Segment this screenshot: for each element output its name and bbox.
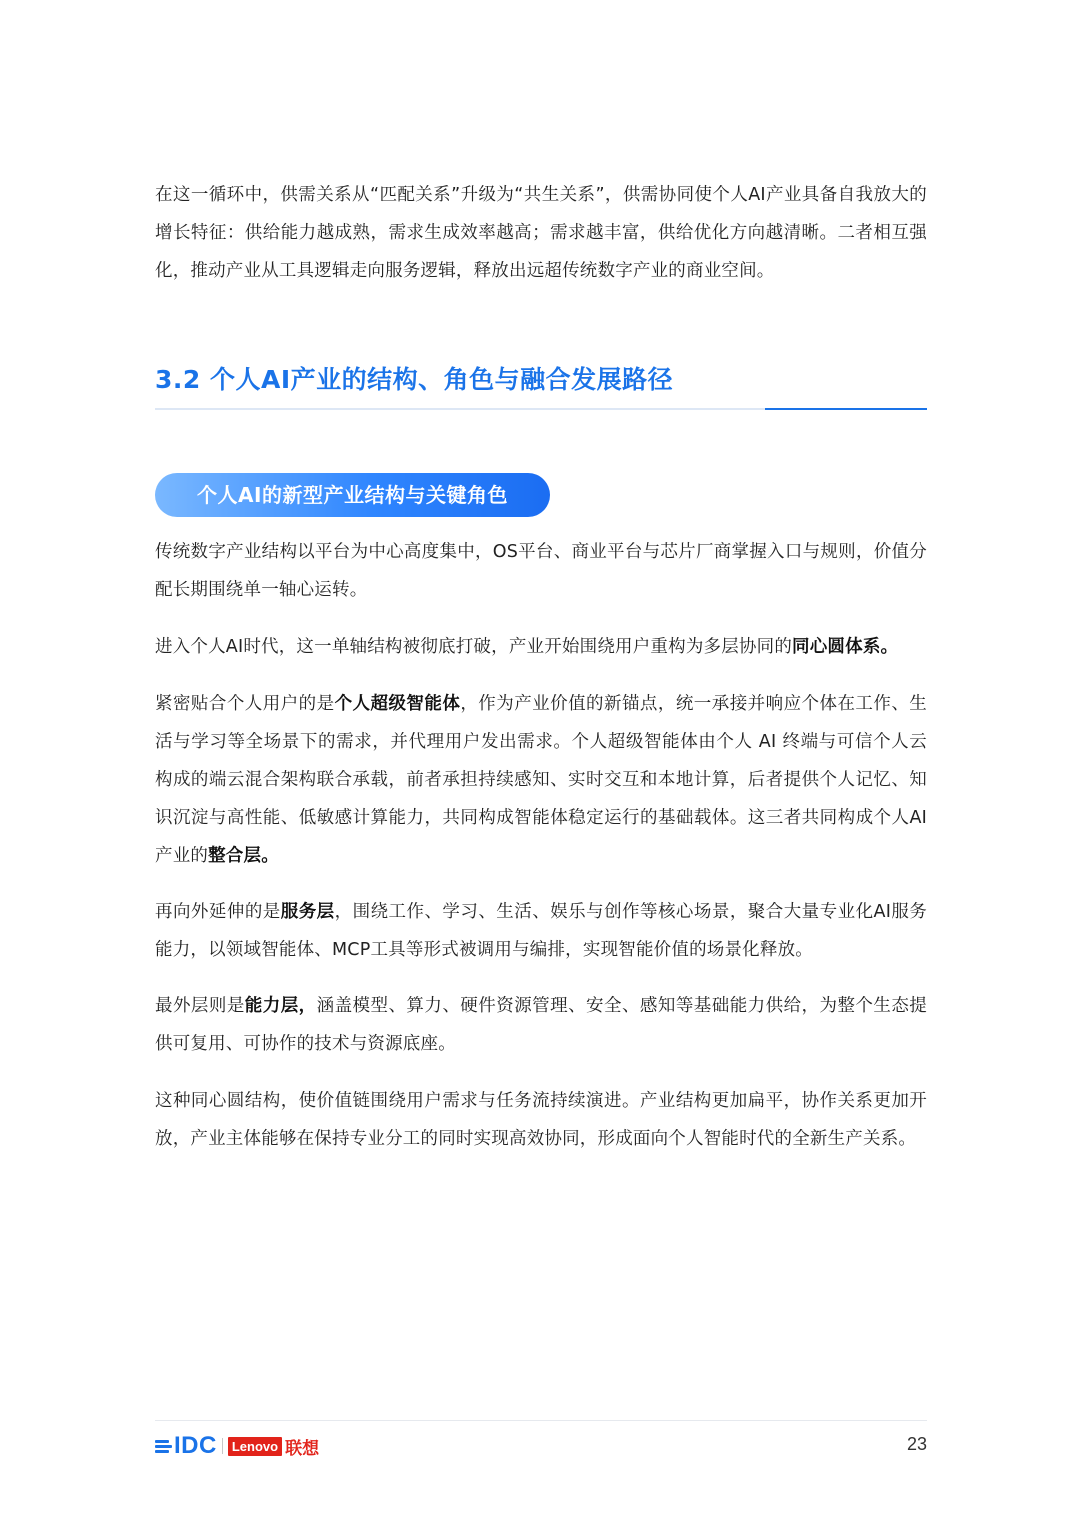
idc-lines-icon [155, 1440, 172, 1453]
paragraph-concentric-system [155, 628, 927, 666]
section-title: 3.2 个人AI产业的结构、角色与融合发展路径 [155, 365, 674, 394]
text-run: 涵盖模型、算力、硬件资源管理、安全、感知等基础能力供给，为整个生态提供可复用、可协作的技术与资源底座。 [155, 996, 927, 1054]
section-divider [155, 408, 927, 410]
lenovo-cn-logo: 联想 [285, 1438, 320, 1459]
logo-separator [222, 1438, 223, 1454]
text-run: 进入个人AI时代，这一单轴结构被彻底打破，产业开始围绕用户重构为多层协同的 [155, 637, 793, 657]
text-run: 再向外延伸的是 [155, 902, 281, 922]
footer-divider [155, 1420, 927, 1421]
paragraph-conclusion: 这种同心圆结构，使价值链围绕用户需求与任务流持续演进。产业结构更加扁平，协作关系更加开放，产业主体能够在保持专业分工的同时实现高效协同，形成面向个人智能时代的全新生产关系。 [155, 1091, 927, 1149]
bold-term-super-agent: 个人超级智能体 [334, 694, 461, 714]
lenovo-logo: Lenovo [228, 1437, 282, 1456]
text-run: 最外层则是 [155, 996, 245, 1016]
paragraph-integration-layer [155, 685, 927, 875]
bold-term-capability-layer: 能力层， [244, 996, 317, 1016]
text-run: ，围绕工作、学习、生活、娱乐与创作等核心场景，聚合大量专业化AI服务能力，以领域智能体、MCP工具等形式被调用与编排，实现智能价值的场景化释放。 [155, 902, 927, 960]
intro-paragraph: 在这一循环中，供需关系从“匹配关系”升级为“共生关系”，供需协同使个人AI产业具备自我放大的增长特征：供给能力越成熟，需求生成效率越高；需求越丰富，供给优化方向越清晰。二者相互强化，推动产业从工具逻辑走向服务逻辑，释放出远超传统数字产业的商业空间。 [155, 185, 927, 281]
subsection-pill: 个人AI的新型产业结构与关键角色 [155, 473, 550, 517]
text-run: ，作为产业价值的新锚点，统一承接并响应个体在工作、生活与学习等全场景下的需求，并代理用户发出需求。个人超级智能体由个人 AI 终端与可信个人云构成的端云混合架构联合承载，前者承担持续感知、实时交互和本地计算，后者提供个人记忆、知识沉淀与高性能、低敏感计算能力，共同构成智能体稳定运行的基础载体。这三者共同构成个人AI产业的 [155, 694, 927, 866]
paragraph-service-layer [155, 893, 927, 969]
idc-logo: IDC [174, 1432, 217, 1459]
text-run: 紧密贴合个人用户的是 [155, 694, 335, 714]
footer-logos [155, 1432, 319, 1460]
bold-term-integration-layer: 整合层。 [208, 846, 279, 866]
page-number: 23 [906, 1434, 927, 1454]
bold-term-service-layer: 服务层 [280, 902, 335, 922]
paragraph-traditional-structure: 传统数字产业结构以平台为中心高度集中，OS平台、商业平台与芯片厂商掌握入口与规则，价值分配长期围绕单一轴心运转。 [155, 542, 927, 600]
paragraph-capability-layer [155, 987, 927, 1063]
bold-term-concentric: 同心圆体系。 [792, 637, 899, 657]
